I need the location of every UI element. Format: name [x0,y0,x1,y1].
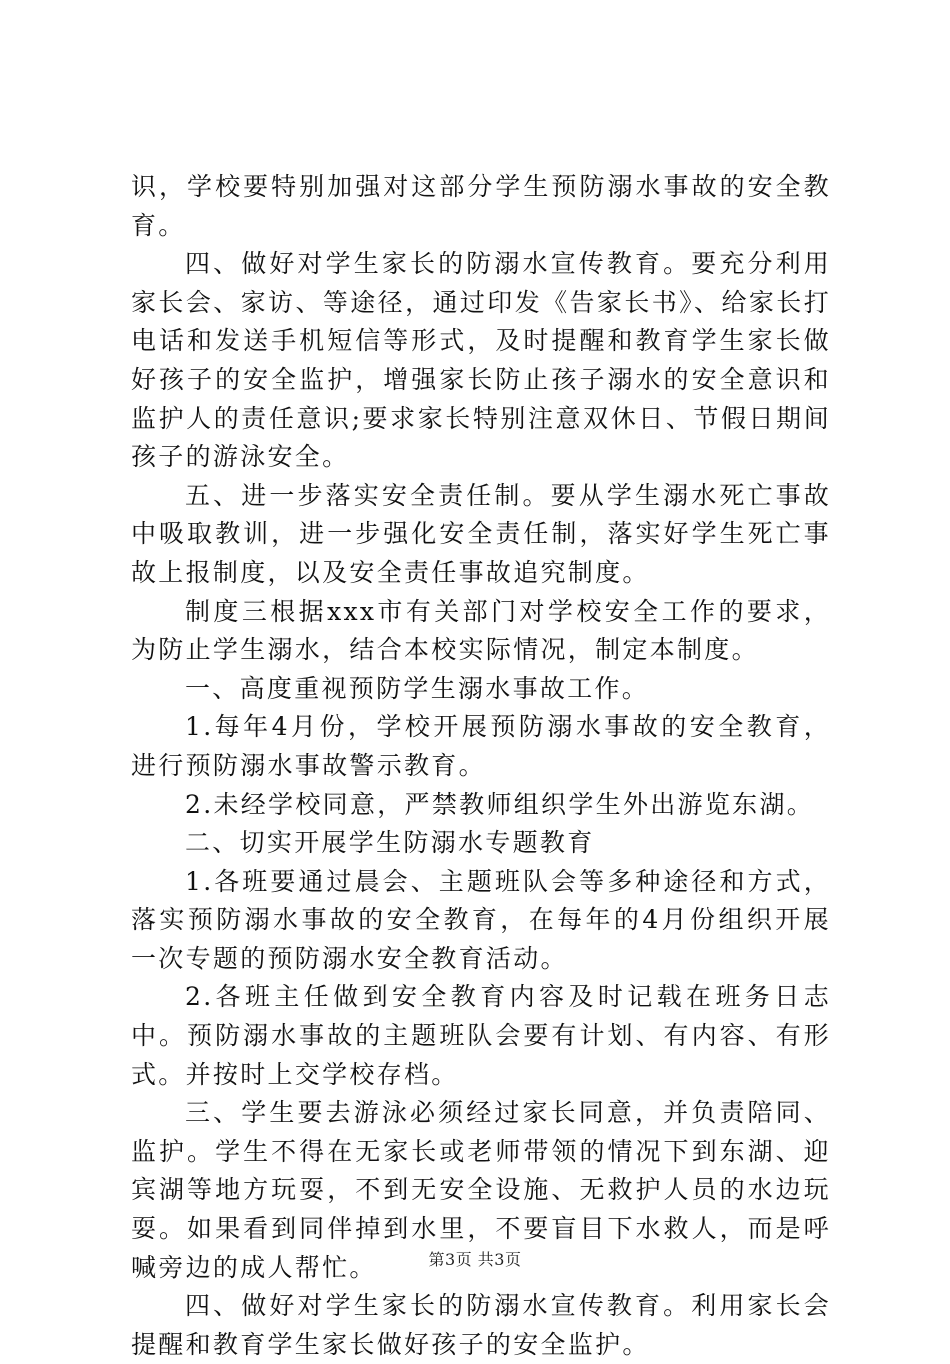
paragraph: 五、进一步落实安全责任制。要从学生溺水死亡事故中吸取教训，进一步强化安全责任制，落实好学生死亡事故上报制度，以及安全责任事故追究制度。 [131,480,831,587]
paragraph: 四、做好对学生家长的防溺水宣传教育。要充分利用家长会、家访、等途径，通过印发《告家长书》、给家长打电话和发送手机短信等形式，及时提醒和教育学生家长做好孩子的安全监护，增强家长防止孩子溺水的安全意识和监护人的责任意识;要求家长特别注意双休日、节假日期间孩子的游泳安全。 [131,249,831,472]
paragraph: 二、切实开展学生防溺水专题教育 [185,828,595,858]
page-number-footer: 第3页 共3页 [428,1250,522,1269]
paragraph: 一、高度重视预防学生溺水事故工作。 [185,673,650,703]
document-body [131,168,831,1364]
paragraph: 2.各班主任做到安全教育内容及时记载在班务日志中。预防溺水事故的主题班队会要有计划、有内容、有形式。并按时上交学校存档。 [131,982,831,1089]
paragraph: 三、学生要去游泳必须经过家长同意，并负责陪同、监护。学生不得在无家长或老师带领的情况下到东湖、迎宾湖等地方玩耍，不到无安全设施、无救护人员的水边玩耍。如果看到同伴掉到水里，不要盲目下水救人，而是呼喊旁边的成人帮忙。 [131,1098,831,1282]
paragraph: 1.各班要通过晨会、主题班队会等多种途径和方式，落实预防溺水事故的安全教育，在每年的4月份组织开展一次专题的预防溺水安全教育活动。 [131,866,831,973]
paragraph: 2.未经学校同意，严禁教师组织学生外出游览东湖。 [185,789,815,819]
paragraph: 四、做好对学生家长的防溺水宣传教育。利用家长会提醒和教育学生家长做好孩子的安全监护。 [131,1291,831,1359]
paragraph: 1.每年4月份，学校开展预防溺水事故的安全教育，进行预防溺水事故警示教育。 [131,712,831,780]
paragraph: 识，学校要特别加强对这部分学生预防溺水事故的安全教育。 [131,172,831,240]
paragraph: 制度三根据xxx市有关部门对学校安全工作的要求，为防止学生溺水，结合本校实际情况，制定本制度。 [131,596,831,665]
